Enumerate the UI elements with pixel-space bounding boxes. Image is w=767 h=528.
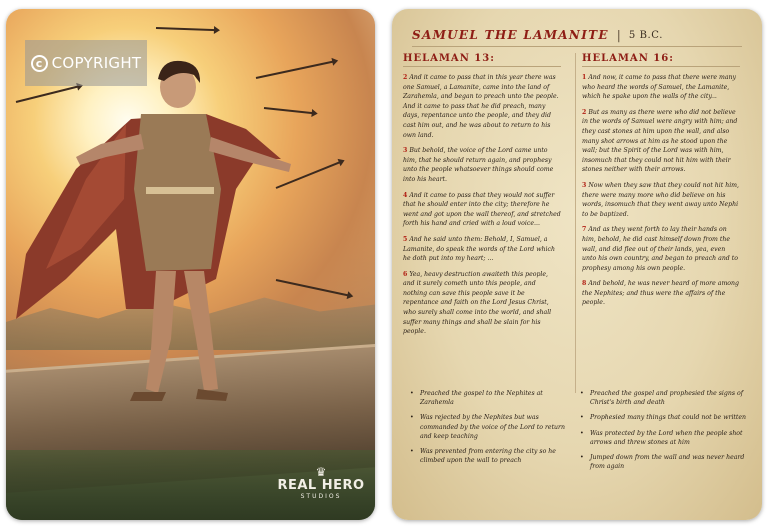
- verse: [403, 73, 561, 140]
- summary-item: • Was rejected by the Nephites but was commanded by the voice of the Lord to return and keep teaching: [410, 413, 578, 441]
- verse-number: 6: [403, 270, 408, 278]
- verse-number: 3: [403, 147, 408, 155]
- verse-text: But as many as there were who did not believe in the words of Samuel were angry with him; and they cast stones at him upon the wall, and also many shot arrows at him as he stood upon the wall; but the Spirit of the Lord was with him, insomuch that they could not hit him with their stones neither with their arrows.: [582, 108, 738, 174]
- verse: [403, 191, 561, 229]
- verse: [582, 181, 740, 219]
- summary-item: • Was protected by the Lord when the people shot arrows and threw stones at him: [580, 429, 748, 447]
- verse-text: And it came to pass that they would not suffer that he should enter into the city; therefore he went and got upon the wall thereof, and stretched forth his hand and cried with a loud voice...: [403, 191, 561, 228]
- verse: [403, 270, 561, 337]
- verse-text: And he said unto them: Behold, I, Samuel, a Lamanite, do speak the words of the Lord which he doth put into my heart; ...: [403, 235, 555, 263]
- chapter-heading: HELAMAN 16:: [582, 53, 740, 67]
- verse-number: 4: [403, 191, 408, 199]
- column-divider: [575, 53, 576, 393]
- scripture-column-left: [403, 53, 561, 343]
- verse-text: And behold, he was never heard of more among the Nephites; and thus were the affairs of the people.: [582, 280, 739, 307]
- logo-title: REAL HERO: [277, 478, 365, 493]
- card-header: [412, 24, 742, 47]
- summary-item: • Preached the gospel and prophesied the signs of Christ's birth and death: [580, 389, 748, 407]
- copyright-watermark: [25, 40, 147, 86]
- logo-subtitle: STUDIOS: [300, 493, 342, 500]
- verse: [582, 279, 740, 308]
- summary-item: • Preached the gospel to the Nephites at Zarahemla: [410, 389, 578, 407]
- verse-number: 8: [582, 280, 587, 288]
- header-separator: |: [616, 28, 621, 42]
- character-art-card: [6, 9, 375, 520]
- copyright-icon: c: [31, 55, 48, 72]
- summary-item: • Was prevented from entering the city so he climbed upon the wall to preach: [410, 447, 578, 465]
- verse-number: 1: [582, 74, 587, 81]
- verse-number: 2: [403, 74, 408, 81]
- verse-number: 5: [403, 235, 408, 243]
- verse: [582, 73, 740, 102]
- scripture-column-right: [582, 53, 740, 314]
- summary-item: • Prophesied many things that could not be written: [580, 413, 748, 422]
- studio-logo: [276, 466, 366, 500]
- copyright-text: COPYRIGHT: [51, 54, 142, 72]
- card-date: 5 B.C.: [628, 29, 663, 41]
- verse: [403, 146, 561, 184]
- verse-text: And it came to pass that in this year there was one Samuel, a Lamanite, came into the land of Zarahemla, and began to preach unto the people. And it came to pass that he did preach, many days, repentance unto the people, and they did cast him out, and he was about to return to his own land.: [403, 74, 559, 139]
- scripture-card: [392, 9, 762, 520]
- verse-text: And now, it came to pass that there were many who heard the words of Samuel, the Lamanite, which he spake upon the walls of the city...: [582, 74, 737, 101]
- verse-text: Now when they saw that they could not hit him, there were many more who did believe on his words, insomuch that they went away unto Nephi to be baptized.: [582, 181, 740, 218]
- verse-number: 2: [582, 108, 587, 116]
- card-title: SAMUEL THE LAMANITE: [412, 28, 609, 42]
- verse-text: But behold, the voice of the Lord came unto him, that he should return again, and prophesy unto the people whatsoever things should come into his heart.: [403, 147, 554, 183]
- summary-list-left: [410, 389, 578, 471]
- verse-text: Yea, heavy destruction awaiteth this people, and it surely cometh unto this people, and nothing can save this people save it be repentance and faith on the Lord Jesus Christ, who surely shall come into the world, and shall suffer many things and shall be slain for his people.: [403, 270, 552, 336]
- verse: [582, 108, 740, 175]
- verse: [582, 225, 740, 273]
- chapter-heading: HELAMAN 13:: [403, 53, 561, 67]
- verse-text: And as they went forth to lay their hands on him, behold, he did cast himself down from the wall, and did flee out of their lands, yea, even unto his own country, and began to preach and to prophesy among his own people.: [582, 226, 738, 272]
- summary-item: • Jumped down from the wall and was never heard from again: [580, 453, 748, 471]
- verse: [403, 235, 561, 264]
- verse-number: 7: [582, 226, 587, 234]
- summary-list-right: [580, 389, 748, 477]
- verse-number: 3: [582, 181, 587, 189]
- crown-icon: ♛: [315, 465, 327, 479]
